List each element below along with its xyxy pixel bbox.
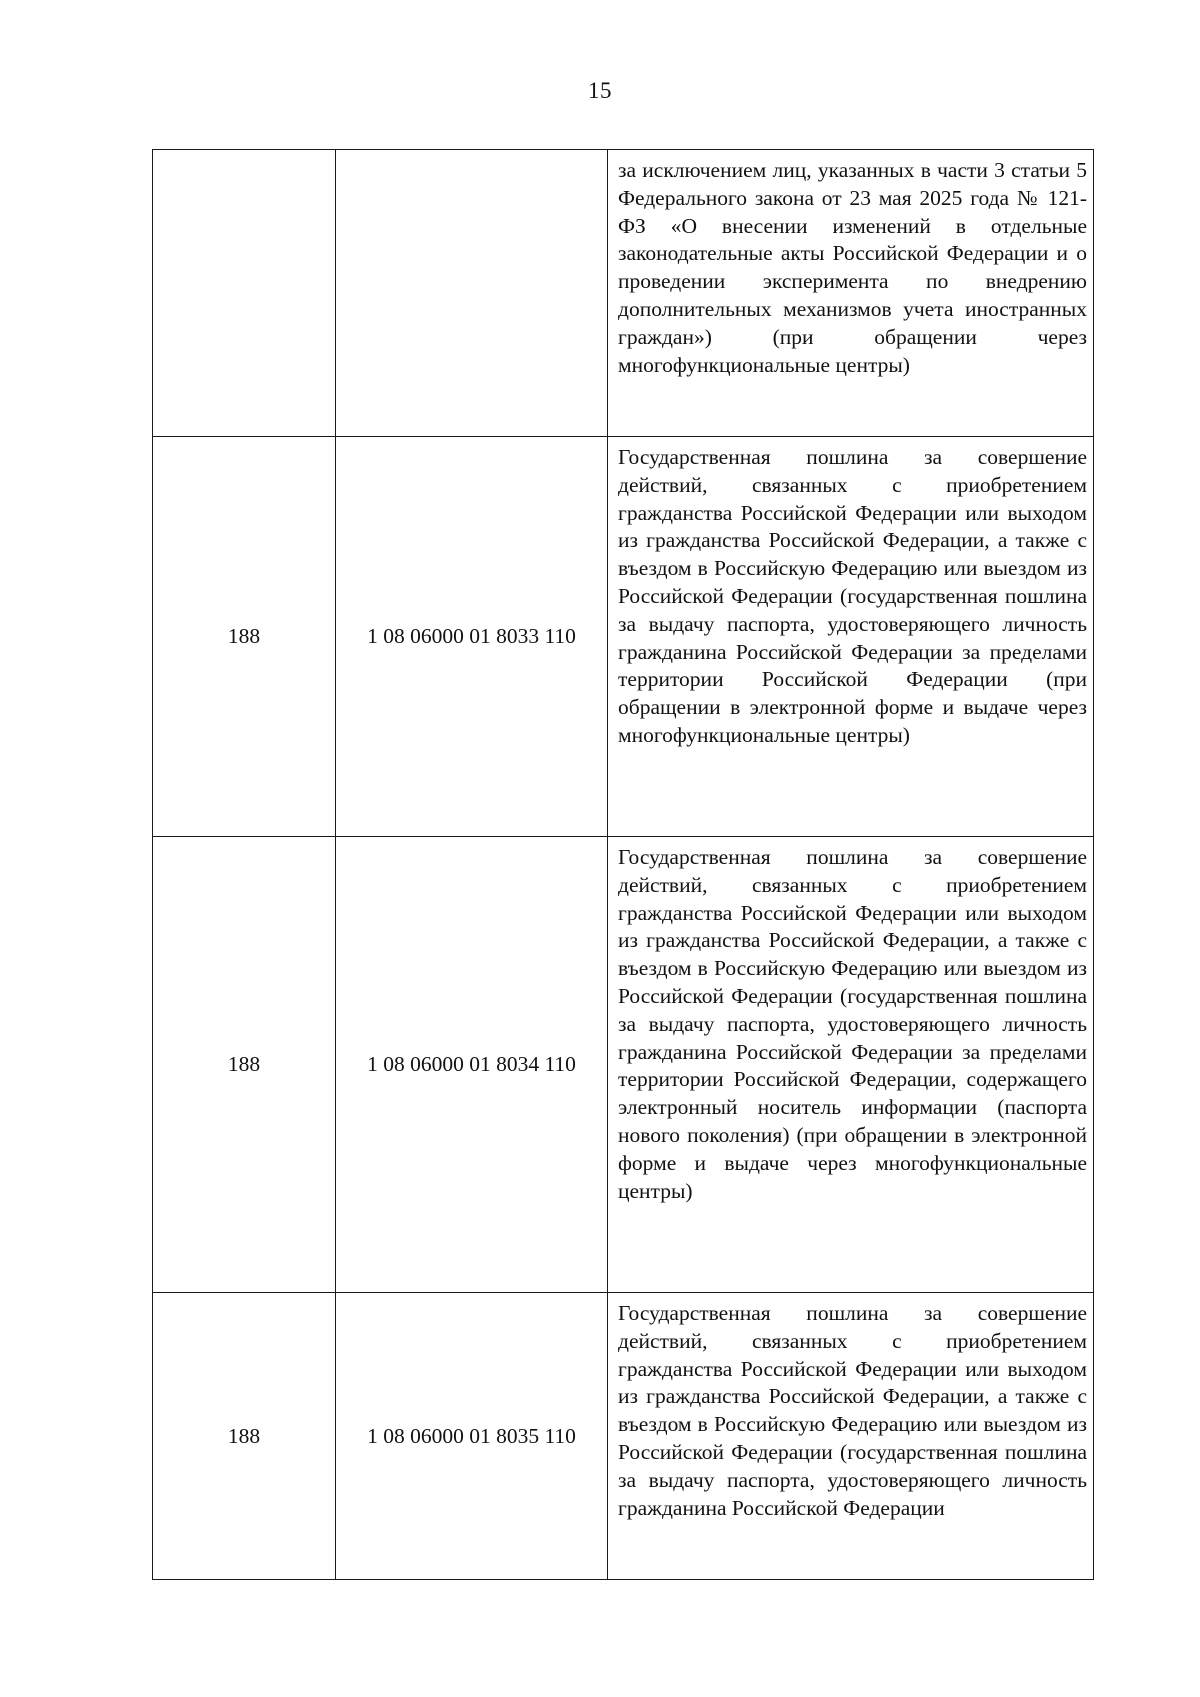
kbk-code-cell: 1 08 06000 01 8034 110 [336, 837, 608, 1293]
table-row [153, 837, 1094, 1293]
description-text: Государственная пошлина за совершение действий, связанных с приобретением гражданства Российской Федерации или выходом из гражданства Российской Федерации, а также с въездом в Российскую Федерацию или выездом из Российской Федерации (государственная пошлина за выдачу паспорта, удостоверяющего личность гражданина Российской Федерации [618, 1301, 1087, 1520]
description-cell [608, 1293, 1094, 1580]
budget-codes-table [152, 149, 1094, 1580]
admin-code-cell [153, 150, 336, 437]
description-text: за исключением лиц, указанных в части 3 статьи 5 Федерального закона от 23 мая 2025 года № 121-ФЗ «О внесении изменений в отдельные законодательные акты Российской Федерации и о проведении эксперимента по внедрению дополнительных механизмов учета иностранных граждан») (при обращении через многофункциональные центры) [618, 158, 1087, 377]
table-row [153, 150, 1094, 437]
admin-code-cell: 188 [153, 1293, 336, 1580]
admin-code-cell: 188 [153, 837, 336, 1293]
kbk-code-cell [336, 150, 608, 437]
description-cell [608, 837, 1094, 1293]
admin-code-cell: 188 [153, 437, 336, 837]
table-row [153, 1293, 1094, 1580]
table-row [153, 437, 1094, 837]
page-number: 15 [588, 78, 612, 103]
description-cell [608, 437, 1094, 837]
description-cell [608, 150, 1094, 437]
description-text: Государственная пошлина за совершение действий, связанных с приобретением гражданства Российской Федерации или выходом из гражданства Российской Федерации, а также с въездом в Российскую Федерацию или выездом из Российской Федерации (государственная пошлина за выдачу паспорта, удостоверяющего личность гражданина Российской Федерации за пределами территории Российской Федерации (при обращении в электронной форме и выдаче через многофункциональные центры) [618, 445, 1087, 747]
kbk-code-cell: 1 08 06000 01 8033 110 [336, 437, 608, 837]
kbk-code-cell: 1 08 06000 01 8035 110 [336, 1293, 608, 1580]
description-text: Государственная пошлина за совершение действий, связанных с приобретением гражданства Российской Федерации или выходом из гражданства Российской Федерации, а также с въездом в Российскую Федерацию или выездом из Российской Федерации (государственная пошлина за выдачу паспорта, удостоверяющего личность гражданина Российской Федерации за пределами территории Российской Федерации, содержащего электронный носитель информации (паспорта нового поколения) (при обращении в электронной форме и выдаче через многофункциональные центры) [618, 845, 1087, 1203]
